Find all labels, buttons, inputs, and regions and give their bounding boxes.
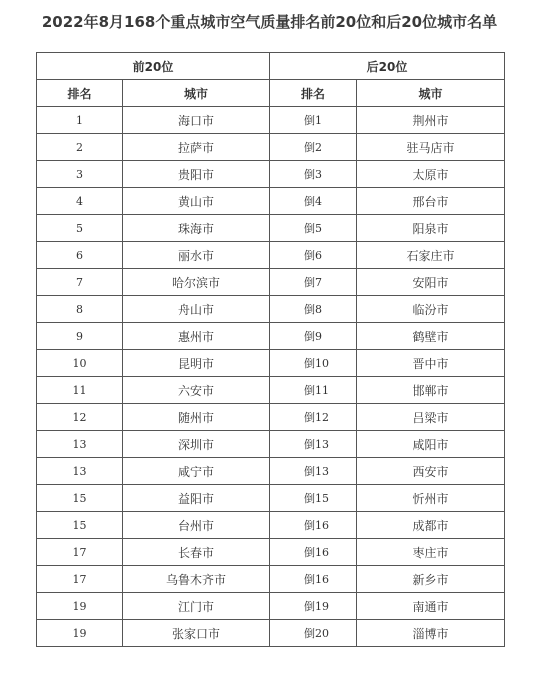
top-rank-cell: 5 (37, 215, 123, 242)
top-rank-cell: 4 (37, 188, 123, 215)
top-rank-cell: 17 (37, 566, 123, 593)
top-city-cell: 台州市 (123, 512, 270, 539)
top-city-cell: 张家口市 (123, 620, 270, 647)
group-header-bottom20: 后20位 (270, 53, 505, 80)
table-row (37, 377, 505, 404)
bottom-city-cell: 淄博市 (357, 620, 505, 647)
top-rank-cell: 7 (37, 269, 123, 296)
column-header-row (37, 80, 505, 107)
bottom-city-cell: 安阳市 (357, 269, 505, 296)
ranking-table-body (37, 107, 505, 647)
top-city-cell: 海口市 (123, 107, 270, 134)
top-city-cell: 丽水市 (123, 242, 270, 269)
top-city-cell: 舟山市 (123, 296, 270, 323)
top-city-cell: 贵阳市 (123, 161, 270, 188)
table-row (37, 296, 505, 323)
bottom-city-cell: 南通市 (357, 593, 505, 620)
top-rank-cell: 8 (37, 296, 123, 323)
bottom-rank-cell: 倒7 (270, 269, 357, 296)
bottom-rank-cell: 倒19 (270, 593, 357, 620)
top-city-cell: 益阳市 (123, 485, 270, 512)
bottom-rank-cell: 倒8 (270, 296, 357, 323)
column-header-top-city: 城市 (123, 80, 270, 107)
table-row (37, 566, 505, 593)
bottom-rank-cell: 倒13 (270, 431, 357, 458)
top-rank-cell: 12 (37, 404, 123, 431)
table-row (37, 188, 505, 215)
top-city-cell: 乌鲁木齐市 (123, 566, 270, 593)
bottom-city-cell: 忻州市 (357, 485, 505, 512)
bottom-rank-cell: 倒15 (270, 485, 357, 512)
bottom-rank-cell: 倒10 (270, 350, 357, 377)
bottom-city-cell: 石家庄市 (357, 242, 505, 269)
bottom-city-cell: 成都市 (357, 512, 505, 539)
top-city-cell: 长春市 (123, 539, 270, 566)
bottom-city-cell: 西安市 (357, 458, 505, 485)
top-rank-cell: 15 (37, 512, 123, 539)
top-city-cell: 黄山市 (123, 188, 270, 215)
bottom-rank-cell: 倒16 (270, 512, 357, 539)
top-rank-cell: 1 (37, 107, 123, 134)
top-rank-cell: 6 (37, 242, 123, 269)
bottom-rank-cell: 倒12 (270, 404, 357, 431)
top-rank-cell: 2 (37, 134, 123, 161)
bottom-rank-cell: 倒9 (270, 323, 357, 350)
table-row (37, 512, 505, 539)
top-rank-cell: 19 (37, 593, 123, 620)
group-header-top20: 前20位 (37, 53, 270, 80)
table-row (37, 593, 505, 620)
bottom-city-cell: 邢台市 (357, 188, 505, 215)
table-row (37, 350, 505, 377)
bottom-city-cell: 新乡市 (357, 566, 505, 593)
top-city-cell: 咸宁市 (123, 458, 270, 485)
top-rank-cell: 15 (37, 485, 123, 512)
table-row (37, 539, 505, 566)
table-row (37, 323, 505, 350)
top-rank-cell: 17 (37, 539, 123, 566)
bottom-rank-cell: 倒1 (270, 107, 357, 134)
top-rank-cell: 13 (37, 458, 123, 485)
bottom-rank-cell: 倒2 (270, 134, 357, 161)
table-row (37, 242, 505, 269)
bottom-city-cell: 临汾市 (357, 296, 505, 323)
top-city-cell: 昆明市 (123, 350, 270, 377)
table-row (37, 404, 505, 431)
group-header-row (37, 53, 505, 80)
top-city-cell: 六安市 (123, 377, 270, 404)
bottom-rank-cell: 倒16 (270, 566, 357, 593)
bottom-city-cell: 鹤壁市 (357, 323, 505, 350)
bottom-city-cell: 邯郸市 (357, 377, 505, 404)
bottom-rank-cell: 倒16 (270, 539, 357, 566)
top-rank-cell: 13 (37, 431, 123, 458)
bottom-rank-cell: 倒13 (270, 458, 357, 485)
table-row (37, 134, 505, 161)
table-row (37, 107, 505, 134)
top-city-cell: 随州市 (123, 404, 270, 431)
top-rank-cell: 11 (37, 377, 123, 404)
table-row (37, 269, 505, 296)
bottom-rank-cell: 倒4 (270, 188, 357, 215)
page-title: 2022年8月168个重点城市空气质量排名前20位和后20位城市名单 (41, 13, 498, 31)
bottom-rank-cell: 倒20 (270, 620, 357, 647)
top-city-cell: 江门市 (123, 593, 270, 620)
table-row (37, 431, 505, 458)
table-row (37, 215, 505, 242)
bottom-rank-cell: 倒11 (270, 377, 357, 404)
bottom-rank-cell: 倒6 (270, 242, 357, 269)
top-rank-cell: 19 (37, 620, 123, 647)
bottom-city-cell: 太原市 (357, 161, 505, 188)
bottom-rank-cell: 倒3 (270, 161, 357, 188)
top-rank-cell: 9 (37, 323, 123, 350)
top-city-cell: 深圳市 (123, 431, 270, 458)
top-city-cell: 惠州市 (123, 323, 270, 350)
bottom-city-cell: 吕梁市 (357, 404, 505, 431)
bottom-city-cell: 阳泉市 (357, 215, 505, 242)
top-rank-cell: 3 (37, 161, 123, 188)
table-row (37, 485, 505, 512)
top-rank-cell: 10 (37, 350, 123, 377)
table-row (37, 458, 505, 485)
ranking-table (36, 52, 505, 647)
column-header-bottom-city: 城市 (357, 80, 505, 107)
bottom-city-cell: 驻马店市 (357, 134, 505, 161)
column-header-top-rank: 排名 (37, 80, 123, 107)
bottom-city-cell: 荆州市 (357, 107, 505, 134)
bottom-city-cell: 枣庄市 (357, 539, 505, 566)
top-city-cell: 哈尔滨市 (123, 269, 270, 296)
top-city-cell: 拉萨市 (123, 134, 270, 161)
table-row (37, 161, 505, 188)
table-row (37, 620, 505, 647)
bottom-city-cell: 晋中市 (357, 350, 505, 377)
column-header-bottom-rank: 排名 (270, 80, 357, 107)
bottom-rank-cell: 倒5 (270, 215, 357, 242)
top-city-cell: 珠海市 (123, 215, 270, 242)
bottom-city-cell: 咸阳市 (357, 431, 505, 458)
